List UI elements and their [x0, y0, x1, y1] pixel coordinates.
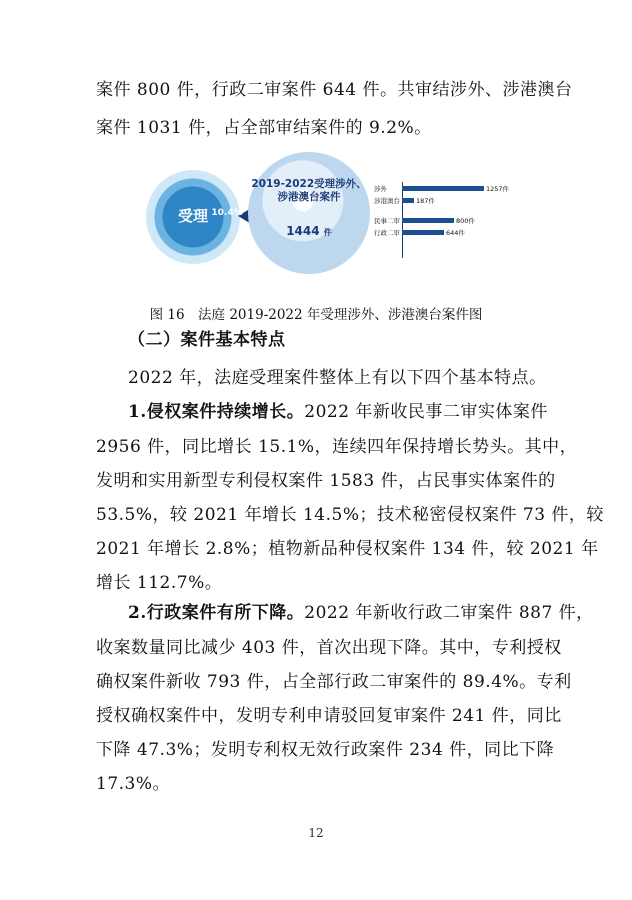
point2-first-line — [128, 601, 594, 625]
body-text-line: 17.3%。 — [96, 774, 171, 794]
body-text-line: 授权确权案件中，发明专利申请驳回复审案件 241 件，同比 — [96, 706, 562, 726]
shouli-label: 受理 — [177, 207, 208, 225]
body-text-line: 53.5%，较 2021 年增长 14.5%；技术秘密侵权案件 73 件，较 — [96, 505, 604, 525]
point1-line1: 2022 年新收民事二审实体案件 — [304, 402, 548, 422]
globe-icon — [248, 152, 370, 274]
body-text-line: 下降 47.3%；发明专利权无效行政案件 234 件，同比下降 — [96, 740, 555, 760]
bar-value: 187件 — [416, 197, 435, 205]
bar-chart — [374, 182, 524, 262]
bar — [402, 218, 454, 223]
bar-label: 行政二审 — [374, 229, 400, 237]
body-text-line: 增长 112.7%。 — [96, 573, 223, 593]
section-heading: （二）案件基本特点 — [128, 330, 286, 350]
globe-title: 2019-2022受理涉外、涉港澳台案件 — [251, 178, 367, 203]
bar — [402, 198, 414, 203]
bar-label: 涉港澳台 — [374, 197, 400, 205]
bar — [402, 186, 484, 191]
bar-value: 800件 — [456, 217, 475, 225]
body-text-line: 案件 800 件，行政二审案件 644 件。共审结涉外、涉港澳台 — [96, 80, 573, 100]
body-text-line: 确权案件新收 793 件，占全部行政二审案件的 89.4%。专利 — [96, 672, 572, 692]
point2-heading: 2.行政案件有所下降。 — [128, 603, 305, 623]
bar-label: 涉外 — [374, 185, 387, 193]
bar-value: 1257件 — [486, 185, 510, 193]
bar-value: 644件 — [446, 229, 465, 237]
point2-line1: 2022 年新收行政二审案件 887 件， — [304, 603, 594, 623]
point1-heading: 1.侵权案件持续增长。 — [128, 402, 305, 422]
intro-text: 2022 年，法庭受理案件整体上有以下四个基本特点。 — [128, 368, 547, 388]
bar-label: 民事二审 — [374, 217, 400, 225]
globe-total-number: 1444 — [286, 224, 320, 238]
body-text-line: 2956 件，同比增长 15.1%，连续四年保持增长势头。其中， — [96, 437, 578, 457]
globe-total — [248, 224, 370, 238]
figure-caption: 图 16 法庭 2019-2022 年受理涉外、涉港澳台案件图 — [149, 307, 483, 323]
page-number: 12 — [308, 826, 324, 840]
bar — [402, 230, 444, 235]
wedge-percentage-label: 10.4% — [211, 208, 243, 218]
globe-total-unit: 件 — [323, 228, 332, 237]
body-text-line: 2021 年增长 2.8%；植物新品种侵权案件 134 件，较 2021 年 — [96, 539, 599, 559]
case-figure — [140, 152, 520, 282]
body-text-line: 发明和实用新型专利侵权案件 1583 件，占民事实体案件的 — [96, 471, 556, 491]
body-text-line: 案件 1031 件，占全部审结案件的 9.2%。 — [96, 118, 432, 138]
body-text-line: 收案数量同比减少 403 件，首次出现下降。其中，专利授权 — [96, 638, 562, 658]
point1-first-line — [128, 400, 582, 424]
